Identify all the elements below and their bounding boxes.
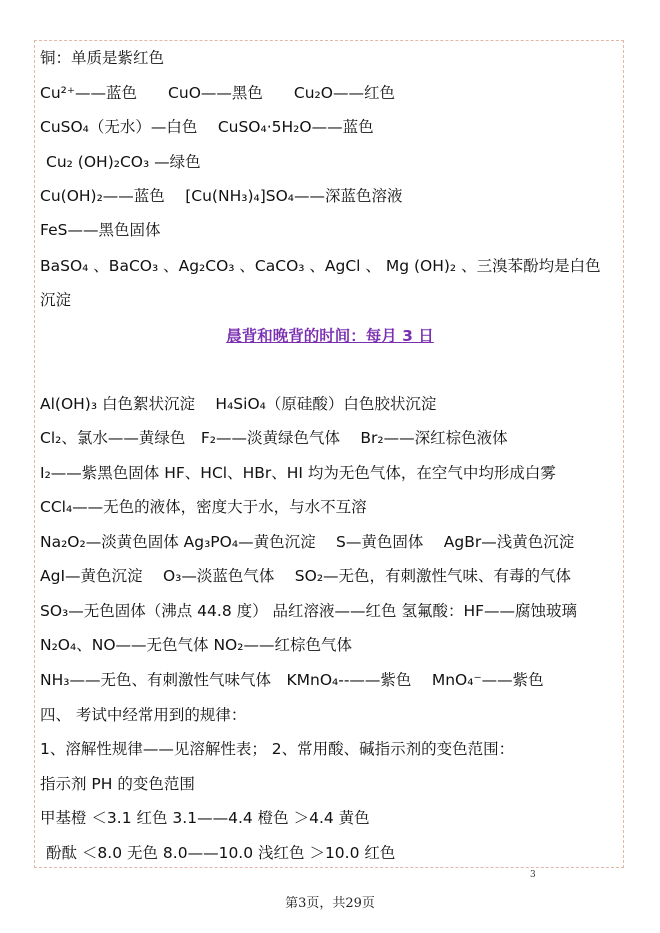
page-number: 3 — [530, 870, 536, 880]
text-line: 铜：单质是紫红色 — [40, 49, 165, 67]
text-line: AgI—黄色沉淀 O₃—淡蓝色气体 SO₂—无色，有刺激性气味、有毒的气体 — [40, 567, 572, 585]
text-line: Na₂O₂—淡黄色固体 Ag₃PO₄—黄色沉淀 S—黄色固体 AgBr—浅黄色沉淀 — [40, 533, 575, 551]
text-line: Cu₂ (OH)₂CO₃ —绿色 — [46, 153, 201, 171]
text-line: 四、 考试中经常用到的规律： — [40, 706, 247, 724]
text-line: Al(OH)₃ 白色絮状沉淀 H₄SiO₄（原硅酸）白色胶状沉淀 — [40, 395, 437, 413]
text-line: CCl₄——无色的液体，密度大于水，与水不互溶 — [40, 498, 367, 516]
section-title: 晨背和晚背的时间：每月 3 日 — [226, 327, 434, 345]
text-line: Cl₂、氯水——黄绿色 F₂——淡黄绿色气体 Br₂——深红棕色液体 — [40, 429, 508, 447]
text-line: NH₃——无色、有刺激性气味气体 KMnO₄--——紫色 MnO₄⁻——紫色 — [40, 671, 544, 689]
text-line: N₂O₄、NO——无色气体 NO₂——红棕色气体 — [40, 636, 352, 654]
text-line: BaSO₄ 、BaCO₃ 、Ag₂CO₃ 、CaCO₃ 、AgCl 、 Mg (OH)₂ 、三溴苯酚均是白色 — [40, 257, 601, 275]
text-line: Cu(OH)₂——蓝色 [Cu(NH₃)₄]SO₄——深蓝色溶液 — [40, 187, 403, 205]
text-line: 1、溶解性规律——见溶解性表； 2、常用酸、碱指示剂的变色范围： — [40, 740, 515, 758]
page-footer: 第3页，共29页 — [285, 896, 375, 911]
text-line: 酚酞 ＜8.0 无色 8.0——10.0 浅红色 ＞10.0 红色 — [46, 844, 396, 862]
text-line: SO₃—无色固体（沸点 44.8 度） 品红溶液——红色 氢氟酸：HF——腐蚀玻璃 — [40, 602, 578, 620]
text-line: Cu²⁺——蓝色 CuO——黑色 Cu₂O——红色 — [40, 84, 395, 102]
text-line: 甲基橙 ＜3.1 红色 3.1——4.4 橙色 ＞4.4 黄色 — [40, 809, 370, 827]
text-line: I₂——紫黑色固体 HF、HCl、HBr、HI 均为无色气体，在空气中均形成白雾 — [40, 464, 556, 482]
text-line: 指示剂 PH 的变色范围 — [40, 775, 195, 793]
text-line: CuSO₄（无水）—白色 CuSO₄·5H₂O——蓝色 — [40, 118, 374, 136]
text-line: FeS——黑色固体 — [40, 221, 161, 239]
text-line: 沉淀 — [40, 291, 72, 309]
